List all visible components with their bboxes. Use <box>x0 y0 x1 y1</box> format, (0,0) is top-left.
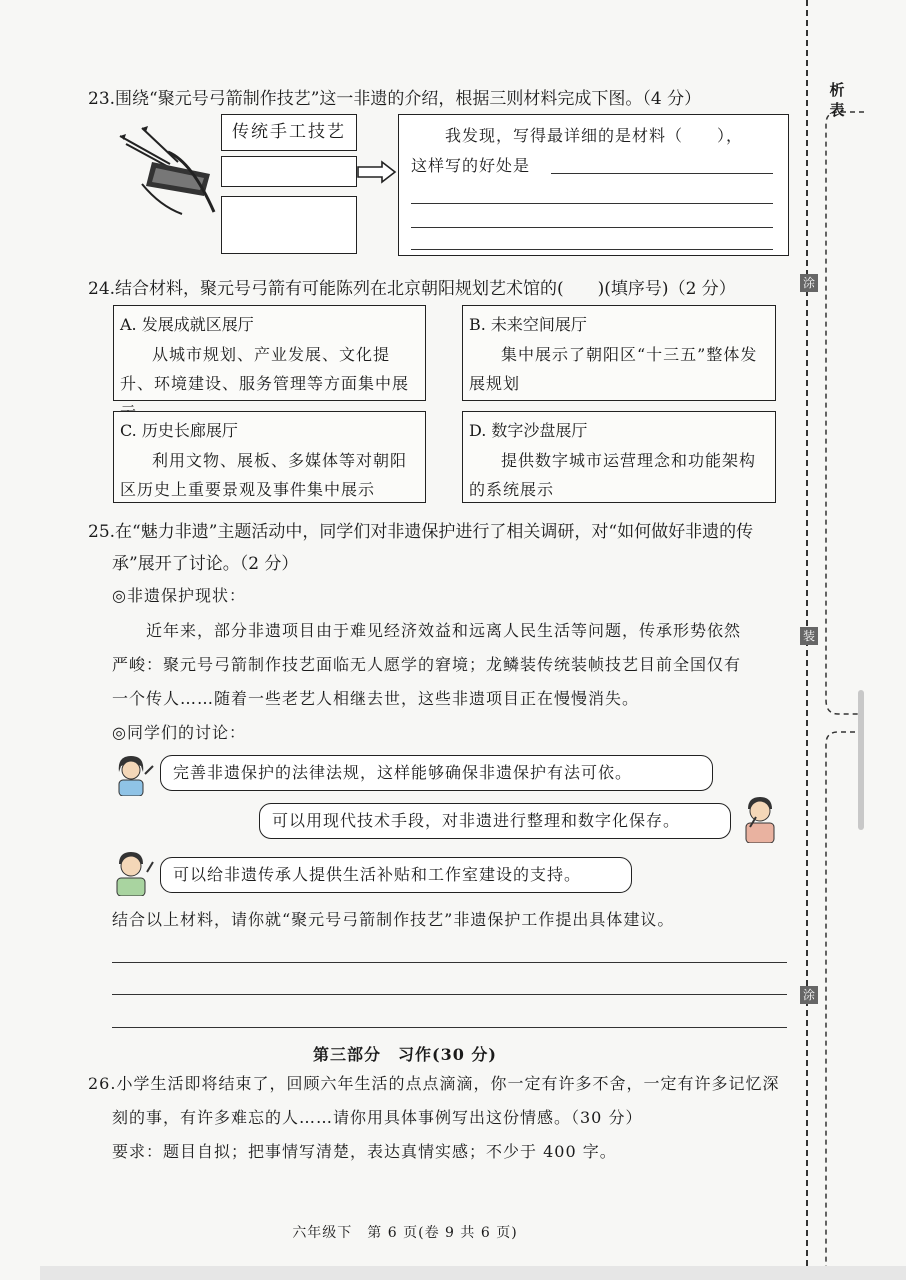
bow-arrow-illustration <box>112 122 217 218</box>
option-title: D. 数字沙盘展厅 <box>469 421 588 440</box>
q25-status-line2: 严峻：聚元号弓箭制作技艺面临无人愿学的窘境；龙鳞装传统装帧技艺目前全国仅有 <box>112 655 742 674</box>
speech-bubble-1: 完善非遗保护的法律法规，这样能够确保非遗保护有法可依。 <box>160 755 713 791</box>
boy-student-icon <box>736 795 782 843</box>
q24-option-d[interactable] <box>462 411 776 503</box>
q23-label-text: 传统手工技艺 <box>232 122 346 142</box>
q24-stem: 24.结合材料，聚元号弓箭有可能陈列在北京朝阳规划艺术馆的( )(填序号)（2 分） <box>88 279 736 299</box>
part3-heading: 第三部分 习作(30 分) <box>313 1045 497 1064</box>
option-title: B. 未来空间展厅 <box>469 315 587 334</box>
option-title: C. 历史长廊展厅 <box>120 421 238 440</box>
q25-status-line1: 近年来，部分非遗项目由于难见经济效益和远离人民生活等问题，传承形势依然 <box>146 621 742 640</box>
boy-student-icon-2 <box>111 850 157 896</box>
margin-frame <box>818 100 866 1266</box>
margin-mark-c: 涂 <box>800 986 818 1004</box>
q25-discussion-heading: ◎同学们的讨论： <box>112 723 246 742</box>
q25-prompt: 结合以上材料，请你就“聚元号弓箭制作技艺”非遗保护工作提出具体建议。 <box>112 910 675 929</box>
margin-chars: 析表 <box>829 81 845 119</box>
q23-label-box <box>221 114 357 151</box>
answer-line[interactable] <box>551 173 773 174</box>
girl-student-icon <box>111 752 157 796</box>
q24-option-b[interactable] <box>462 305 776 401</box>
q23-blank-box-2[interactable] <box>221 196 357 254</box>
q25-status-line3: 一个传人……随着一些老艺人相继去世，这些非遗项目正在慢慢消失。 <box>112 689 640 708</box>
q26-line2: 刻的事，有许多难忘的人……请你用具体事例写出这份情感。（30 分） <box>112 1108 643 1127</box>
bottom-strip <box>40 1266 906 1280</box>
option-body: 提供数字城市运营理念和功能架构的系统展示 <box>469 451 757 499</box>
option-body: 集中展示了朝阳区“十三五”整体发展规划 <box>469 345 758 393</box>
page-footer: 六年级下 第 6 页(卷 9 共 6 页) <box>292 1225 518 1241</box>
answer-line[interactable] <box>112 962 787 963</box>
answer-line[interactable] <box>411 249 773 250</box>
option-body: 利用文物、展板、多媒体等对朝阳区历史上重要景观及事件集中展示 <box>120 451 408 499</box>
speech-bubble-3: 可以给非遗传承人提供生活补贴和工作室建设的支持。 <box>160 857 632 893</box>
answer-line[interactable] <box>411 227 773 228</box>
option-body: 从城市规划、产业发展、文化提升、环境建设、服务管理等方面集中展 <box>120 345 410 393</box>
q26-line1: 26.小学生活即将结束了，回顾六年生活的点点滴滴，你一定有许多不舍，一定有许多记忆深 <box>88 1074 780 1093</box>
q23-stem: 23.围绕“聚元号弓箭制作技艺”这一非遗的介绍，根据三则材料完成下图。（4 分） <box>88 89 702 109</box>
answer-line[interactable] <box>112 994 787 995</box>
q25-stem-line1: 25.在“魅力非遗”主题活动中，同学们对非遗保护进行了相关调研，对“如何做好非遗的传 <box>88 522 754 542</box>
margin-mark-a: 涂 <box>800 274 818 292</box>
q23-answer-box <box>398 114 789 256</box>
option-title: A. 发展成就区展厅 <box>120 315 254 334</box>
answer-line[interactable] <box>411 203 773 204</box>
speech-bubble-2: 可以用现代技术手段，对非遗进行整理和数字化保存。 <box>259 803 731 839</box>
q23-blank-box-1[interactable] <box>221 156 357 187</box>
q25-status-heading: ◎非遗保护现状： <box>112 586 246 605</box>
q23-answer-line1: 我发现，写得最详细的是材料（ ）， <box>445 126 744 145</box>
q25-stem-line2: 承”展开了讨论。（2 分） <box>112 554 299 574</box>
q24-option-c[interactable] <box>113 411 426 503</box>
scrollbar-thumb[interactable] <box>858 690 864 830</box>
q24-option-a[interactable] <box>113 305 426 401</box>
q23-answer-line2: 这样写的好处是 <box>411 156 531 175</box>
answer-line[interactable] <box>112 1027 787 1028</box>
q26-requirement: 要求：题目自拟；把事情写清楚，表达真情实感；不少于 400 字。 <box>112 1142 617 1161</box>
right-arrow-icon <box>356 160 398 184</box>
margin-mark-b: 装 <box>800 627 818 645</box>
